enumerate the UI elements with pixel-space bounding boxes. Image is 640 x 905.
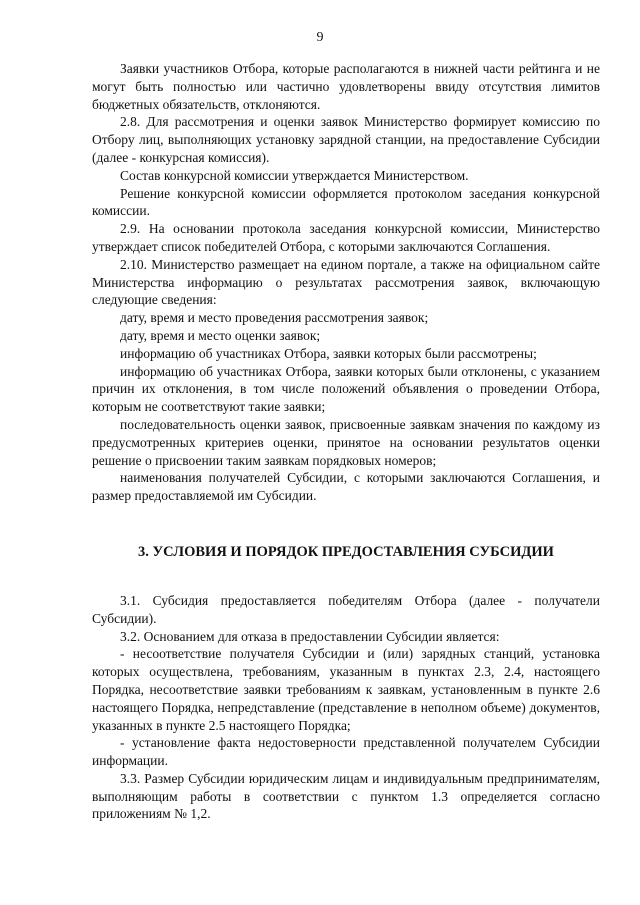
paragraph-2-8: 2.8. Для рассмотрения и оценки заявок Министерство формирует комиссию по Отбору лиц, выполняющих установку зарядной станции, на предоставление Субсидии (далее - конкурсная комиссия). xyxy=(92,114,600,165)
list-item: информацию об участниках Отбора, заявки которых были рассмотрены; xyxy=(120,345,537,361)
list-item: - установление факта недостоверности представленной получателем Субсидии информации. xyxy=(92,735,600,769)
paragraph: Состав конкурсной комиссии утверждается Министерством. xyxy=(120,167,469,183)
paragraph-2-10: 2.10. Министерство размещает на едином портале, а также на официальном сайте Министерства информацию о результатах рассмотрения заявок, включающую следующие сведения: xyxy=(92,256,600,308)
list-item: наименования получателей Субсидии, с которыми заключаются Соглашения, и размер предоставляемой им Субсидии. xyxy=(92,470,600,504)
list-item: - несоответствие получателя Субсидии и (или) зарядных станций, установка которых осуществлена, требованиям, указанным в пунктах 2.3, 2.4, настоящего Порядка, несоответствие заявки требованиям к заявкам, установленным в пункте 2.6 настоящего Порядка, непредставление (представление в неполном объеме) документов, указанных в пункте 2.5 настоящего Порядка; xyxy=(92,646,600,733)
paragraph-2-9: 2.9. На основании протокола заседания конкурсной комиссии, Министерство утверждает список победителей Отбора, с которыми заключаются Соглашения. xyxy=(92,221,600,254)
section-3-heading: 3. УСЛОВИЯ И ПОРЯДОК ПРЕДОСТАВЛЕНИЯ СУБСИДИИ xyxy=(138,543,554,560)
paragraph-3-1: 3.1. Субсидия предоставляется победителям Отбора (далее - получатели Субсидии). xyxy=(92,592,600,626)
paragraph-3-3: 3.3. Размер Субсидии юридическим лицам и индивидуальным предпринимателям, выполняющим работы в соответствии с пунктом 1.3 определяется согласно приложениям № 1,2. xyxy=(92,770,600,822)
list-item: информацию об участниках Отбора, заявки которых были отклонены, с указанием причин их отклонения, в том числе положений объявления о проведении Отбора, которым не соответствуют такие заявки; xyxy=(92,363,600,415)
paragraph: Заявки участников Отбора, которые располагаются в нижней части рейтинга и не могут быть полностью или частично удовлетворены ввиду отсутствия лимитов бюджетных обязательств, отклоняются. xyxy=(92,61,600,112)
paragraph: Решение конкурсной комиссии оформляется протоколом заседания конкурсной комиссии. xyxy=(92,185,600,219)
paragraph-3-2: 3.2. Основанием для отказа в предоставлении Субсидии является: xyxy=(120,628,500,644)
list-item: последовательность оценки заявок, присвоенные заявкам значения по каждому из предусмотренных критериев оценки, принятое на основании результатов оценки решение о присвоении таким заявкам порядковых номеров; xyxy=(92,416,600,468)
section-3 xyxy=(92,592,600,823)
page-number: 9 xyxy=(316,30,324,45)
section-2-continuation xyxy=(92,60,600,505)
list-item: дату, время и место проведения рассмотрения заявок; xyxy=(120,310,429,326)
document-body xyxy=(92,60,600,823)
list-item: дату, время и место оценки заявок; xyxy=(120,327,321,343)
